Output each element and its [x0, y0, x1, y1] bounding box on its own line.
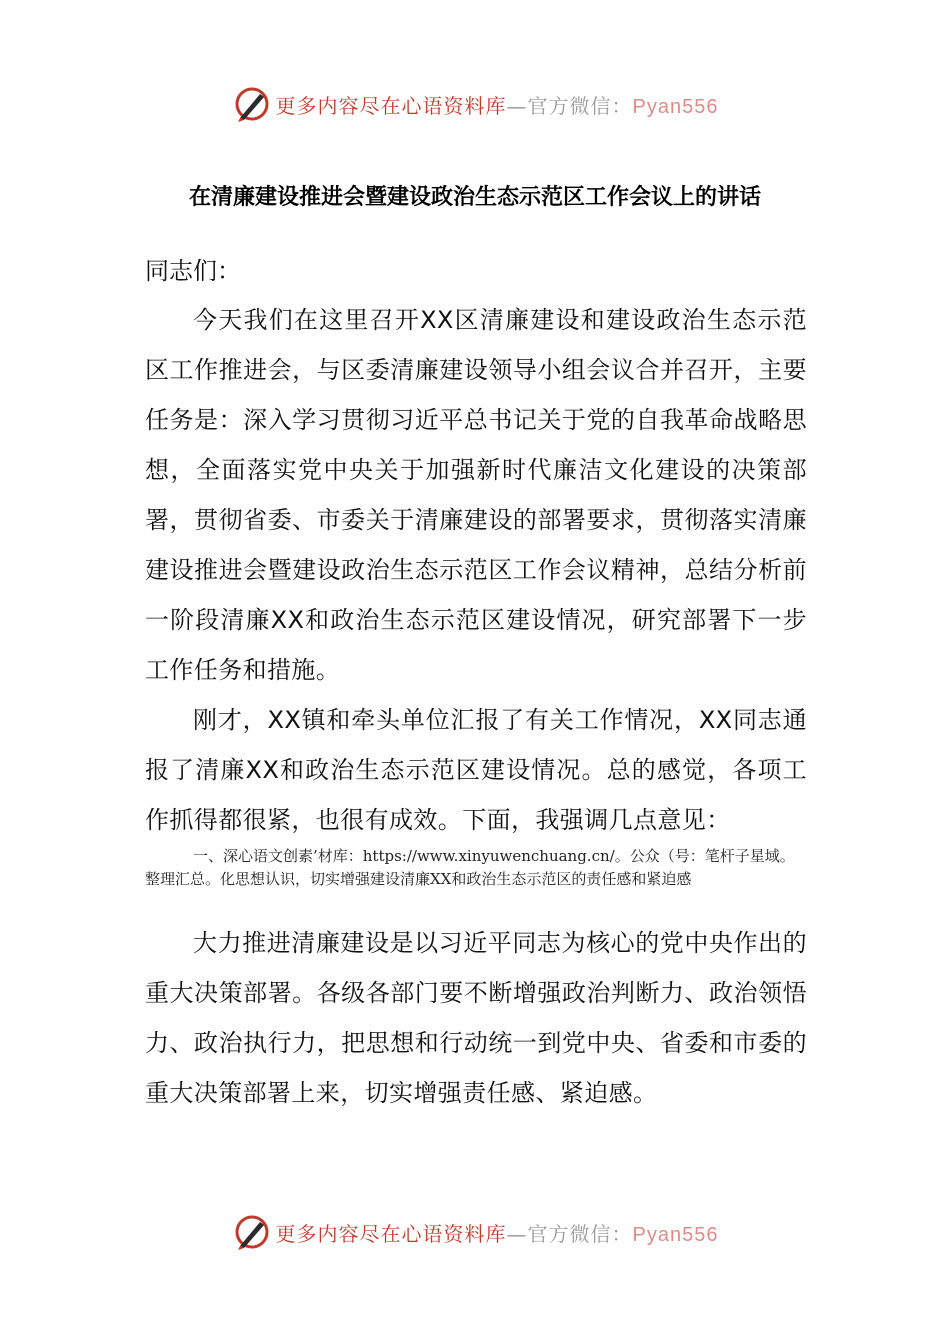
banner-main-text: 更多内容尽在心语资料库 — [275, 1221, 507, 1246]
banner-label: 官方微信： — [527, 93, 633, 118]
paragraph-intro: 今天我们在这里召开XX区清廉建设和建设政治生态示范区工作推进会，与区委清廉建设领导小组会议合并召开，主要任务是：深入学习贯彻习近平总书记关于党的自我革命战略思想，全面落实党中央关于加强新时代廉洁文化建设的决策部署，贯彻省委、市委关于清廉建设的部署要求，贯彻落实清廉建设推进会暨建设政治生态示范区工作会议精神，总结分析前一阶段清廉XX和政治生态示范区建设情况，研究部署下一步工作任务和措施。 — [145, 306, 807, 684]
banner-main-text: 更多内容尽在心语资料库 — [275, 93, 507, 118]
paragraph-section-body: 大力推进清廉建设是以习近平同志为核心的党中央作出的重大决策部署。各级各部门要不断增强政治判断力、政治领悟力、政治执行力，把思想和行动统一到党中央、省委和市委的重大决策部署上来，切实增强责任感、紧迫感。 — [145, 929, 807, 1107]
section-heading: 一、深心语文创素’材库：https://www.xinyuwenchuang.cn/。公众（号：笔杆子星域。整理汇总。化思想认识，切实增强建设清廉XX和政治生态示范区的责任感和紧迫感 — [145, 847, 795, 888]
banner-separator: — — [506, 1221, 528, 1246]
header-banner — [0, 82, 950, 126]
footer-banner — [0, 1210, 950, 1254]
pen-logo-icon — [232, 84, 272, 124]
pen-logo-icon — [232, 1212, 272, 1252]
paragraph-remarks: 刚才，XX镇和牵头单位汇报了有关工作情况，XX同志通报了清廉XX和政治生态示范区建设情况。总的感觉，各项工作抓得都很紧，也很有成效。下面，我强调几点意见： — [145, 706, 807, 834]
banner-label: 官方微信： — [527, 1221, 633, 1246]
banner-separator: — — [506, 93, 528, 118]
banner-text — [276, 90, 719, 119]
document-title: 在清廉建设推进会暨建设政治生态示范区工作会议上的讲话 — [188, 185, 761, 210]
banner-wechat-id: Pyan556 — [632, 95, 719, 118]
greeting: 同志们： — [145, 257, 241, 285]
banner-text — [276, 1218, 719, 1247]
banner-wechat-id: Pyan556 — [632, 1223, 719, 1246]
